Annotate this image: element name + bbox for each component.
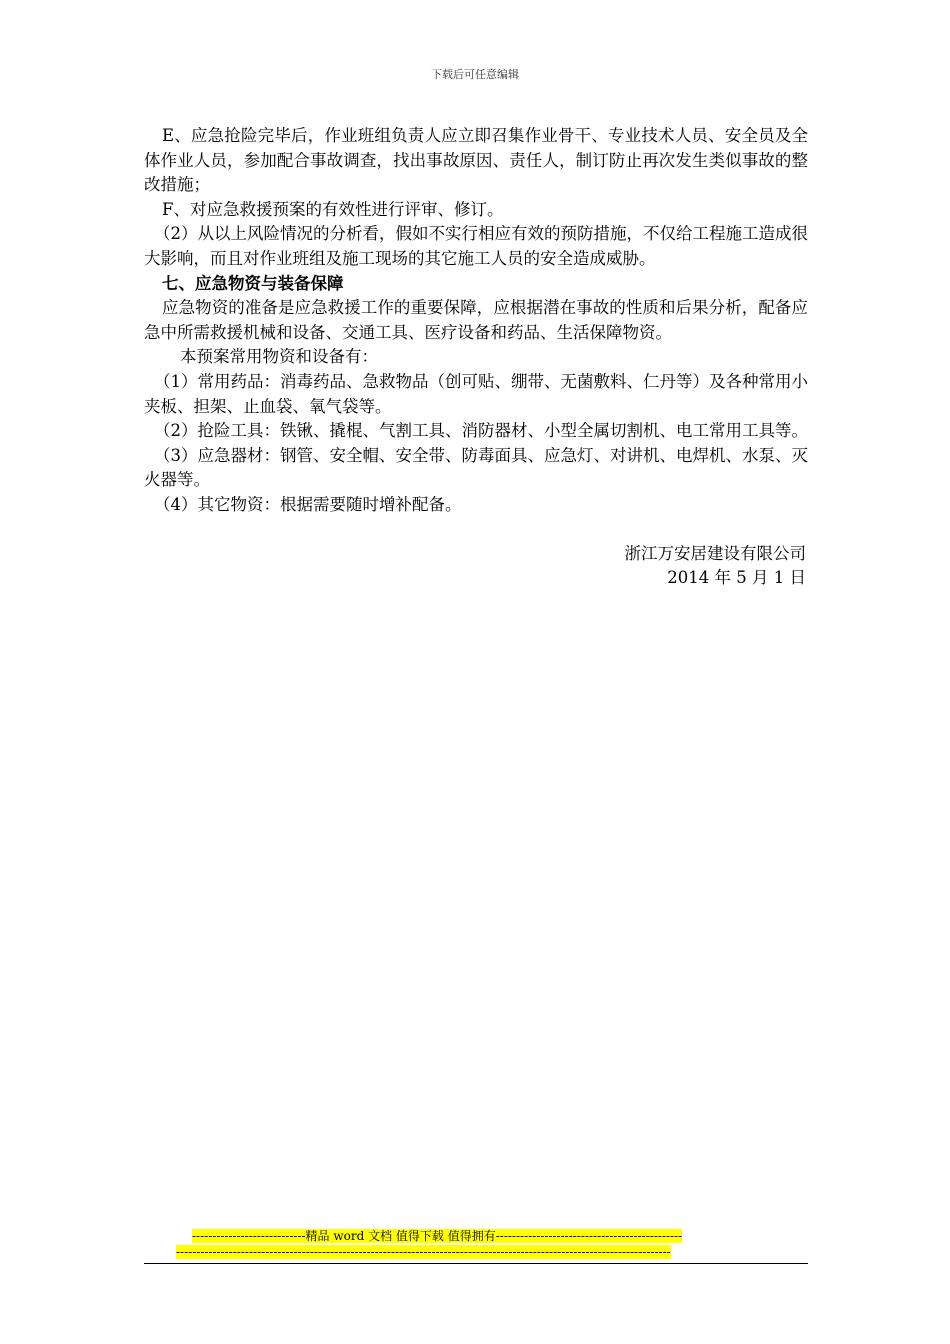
paragraph-common-materials: 本预案常用物资和设备有： xyxy=(180,347,378,367)
signature-date: 2014 年 5 月 1 日 xyxy=(667,568,806,588)
company-name: 浙江万安居建设有限公司 xyxy=(624,543,806,563)
footer-line-2 xyxy=(144,1244,808,1260)
document-body xyxy=(144,124,808,591)
list-item-other: （4）其它物资：根据需要随时增补配备。 xyxy=(154,494,462,514)
paragraph-materials-intro: 应急物资的准备是应急救援工作的重要保障，应根据潜在事故的性质和后果分析，配备应急中所需救援机械和设备、交通工具、医疗设备和药品、生活保障物资。 xyxy=(144,298,808,342)
signature-block xyxy=(144,542,808,591)
footer-rule xyxy=(144,1263,808,1264)
list-item-equipment: （3）应急器材：钢管、安全帽、安全带、防毒面具、应急灯、对讲机、电焊机、水泵、灭火器等。 xyxy=(144,445,808,490)
paragraph-risk-analysis: （2）从以上风险情况的分析看，假如不实行相应有效的预防措施，不仅给工程施工造成很大影响，而且对作业班组及施工现场的其它施工人员的安全造成威胁。 xyxy=(144,224,808,268)
footer-line-1 xyxy=(144,1228,808,1244)
list-item-tools: （2）抢险工具：铁锹、撬棍、气割工具、消防器材、小型全属切割机、电工常用工具等。 xyxy=(154,421,808,441)
header-note: 下载后可任意编辑 xyxy=(431,68,519,81)
section-heading: 七、应急物资与装备保障 xyxy=(162,273,344,293)
footer-text-2: -------------------------------------------------------------------------------------------------------------------------- xyxy=(176,1245,671,1259)
list-item-medicine: （1）常用药品：消毒药品、急救物品（创可贴、绷带、无菌敷料、仁丹等）及各种常用小夹板、担架、止血袋、氧气袋等。 xyxy=(144,371,808,416)
footer xyxy=(144,1228,808,1260)
footer-text-1: ----------------------------精品 word 文档 值得下载 值得拥有---------------------------------------------- xyxy=(192,1229,683,1243)
paragraph-f: F、对应急救援预案的有效性进行评审、修订。 xyxy=(162,199,504,219)
paragraph-e: E、应急抢险完毕后，作业班组负责人应立即召集作业骨干、专业技术人员、安全员及全体作业人员，参加配合事故调查，找出事故原因、责任人，制订防止再次发生类似事故的整改措施； xyxy=(144,126,808,195)
